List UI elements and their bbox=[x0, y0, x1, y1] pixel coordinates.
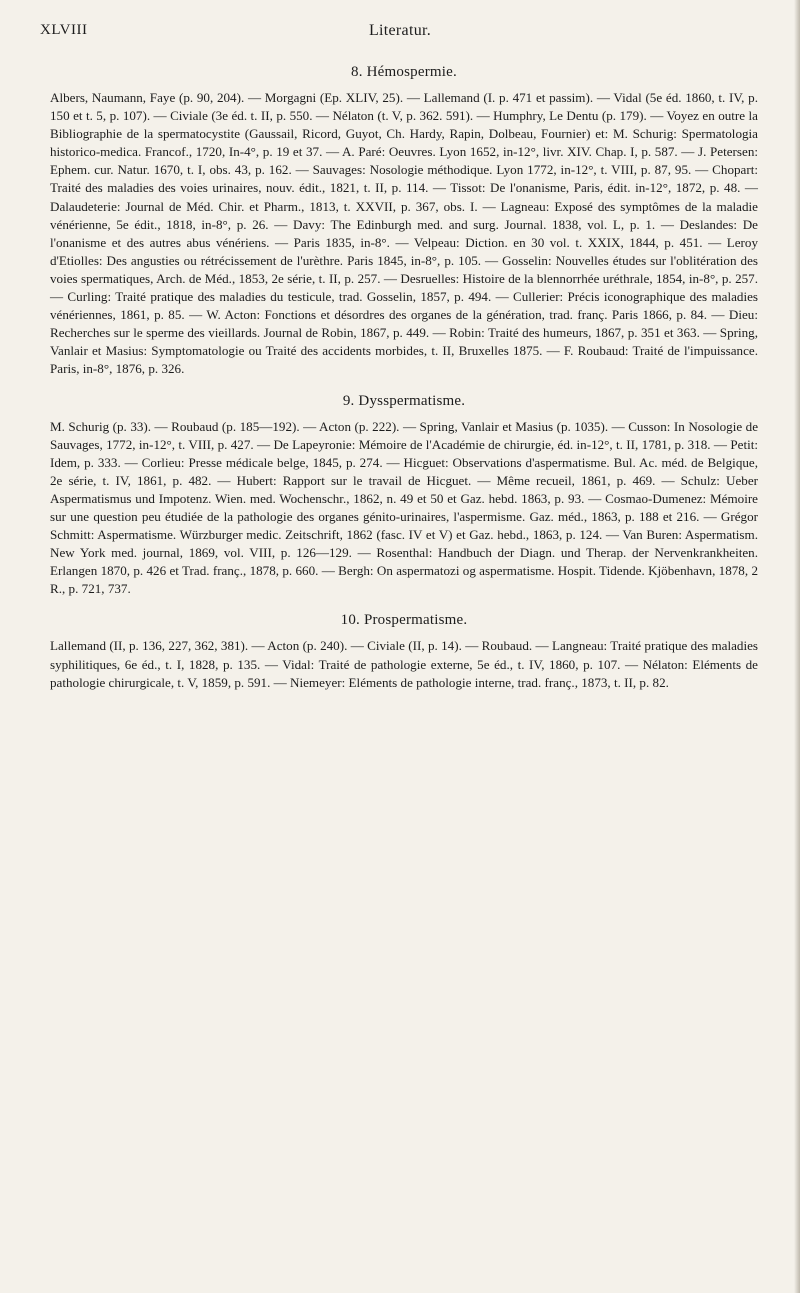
running-head bbox=[40, 22, 760, 46]
section-dysspermatisme bbox=[50, 393, 758, 599]
section-heading: 10. Prospermatisme. bbox=[340, 612, 468, 629]
section-text: Albers, Naumann, Faye (p. 90, 204). — Morgagni (Ep. XLIV, 25). — Lallemand (I. p. 471 et passim). — Vidal (5e éd. 1860, t. IV, p. 150 et t. 5, p. 107). — Civiale (3e éd. t. II, p. 550. — Nélaton (t. V, p. 362. 591). — Humphry, Le Dentu (p. 179). — Voyez en outre la Bibliographie de la spermatocystite (Gaussail, Ricord, Guyot, Ch. Hardy, Rapin, Dolbeau, Fournier) et: M. Schurig: Spermatologia historico-medica. Francof., 1720, In-4°, p. 19 et 37. — A. Paré: Oeuvres. Lyon 1652, in-12°, livr. XIV. Chap. I, p. 587. — J. Petersen: Ephem. cur. Natur. 1670, t. I, obs. 43, p. 162. — Sauvages: Nosologie méthodique. Lyon 1772, in-12°, t. VIII, p. 87, 95. — Chopart: Traité des maladies des voies urinaires, nouv. édit., 1821, t. II, p. 114. — Tissot: De l'onanisme, Paris, édit. in-12°, 1872, p. 48. — Dalaudeterie: Journal de Méd. Chir. et Pharm., 1813, t. XXVII, p. 367, obs. I. — Lagneau: Exposé des symptômes de la maladie vénérienne, 5e édit., 1818, in-8°, p. 26. — Davy: The Edinburgh med. and surg. Journal. 1838, vol. L, p. 1. — Deslandes: De l'onanisme et des autres abus vénériens. — Paris 1835, in-8°. — Velpeau: Diction. en 30 vol. t. XXIX, 1844, p. 451. — Leroy d'Etiolles: Des angusties ou rétrécissement de l'urèthre. Paris 1845, in-8°, p. 105. — Gosselin: Nouvelles études sur l'oblitération des voies spermatiques, Arch. de Méd., 1853, 2e série, t. II, p. 257. — Desruelles: Histoire de la blennorrhée uréthrale, 1854, in-8°, p. 257. — Curling: Traité pratique des maladies du testicule, trad. Gosselin, 1857, p. 494. — Cullerier: Précis iconographique des maladies vénériennes, 1861, p. 85. — W. Acton: Fonctions et désordres des organes de la génération, trad. franç. Paris 1866, p. 84. — Dieu: Recherches sur le sperme des vieillards. Journal de Robin, 1867, p. 449. — Robin: Traité des humeurs, 1867, p. 351 et 363. — Spring, Vanlair et Masius: Symptomatologie ou Traité des accidents morbides, t. II, Bruxelles 1875. — F. Roubaud: Traité de l'impuissance. Paris, in-8°, 1876, p. 326. bbox=[50, 90, 758, 377]
section-hemospermie bbox=[50, 64, 758, 379]
page-number: XLVIII bbox=[40, 22, 88, 38]
bibliography-content bbox=[50, 64, 758, 692]
section-text: M. Schurig (p. 33). — Roubaud (p. 185—192). — Acton (p. 222). — Spring, Vanlair et Masius (p. 1035). — Cusson: In Nosologie de Sauvages, 1772, in-12°, t. VIII, p. 427. — De Lapeyronie: Mémoire de l'Académie de chirurgie, éd. in-12°, t. II, 1781, p. 318. — Petit: Idem, p. 333. — Corlieu: Presse médicale belge, 1845, p. 274. — Hicguet: Observations d'aspermatisme. Bul. Ac. méd. de Belgique, 2e série, t. IV, 1861, p. 482. — Hubert: Rapport sur le travail de Hicguet. — Même recueil, 1861, p. 469. — Schulz: Ueber Aspermatismus und Impotenz. Wien. med. Wochenschr., 1862, n. 49 et 50 et Gaz. hebd. 1863, p. 93. — Cosmao-Dumenez: Mémoire sur une question peu étudiée de la pathologie des organes génito-urinaires, l'aspermisme. Gaz. méd., 1863, p. 188 et 216. — Grégor Schmitt: Aspermatisme. Würzburger medic. Zeitschrift, 1862 (fasc. IV et V) et Gaz. hebd., 1863, p. 124. — Van Buren: Aspermatism. New York med. journal, 1869, vol. VIII, p. 126—129. — Rosenthal: Handbuch der Diagn. und Therap. der Nervenkrankheiten. Erlangen 1870, p. 426 et Trad. franç., 1878, p. 660. — Bergh: On aspermatozi og aspermatisme. Hospit. Tidende. Kjöbenhavn, 1878, 2 R., p. 721, 737. bbox=[50, 418, 758, 597]
section-heading: 9. Dysspermatisme. bbox=[342, 392, 466, 409]
section-heading: 8. Hémospermie. bbox=[351, 64, 457, 80]
section-prospermatisme bbox=[50, 612, 758, 691]
section-text: Lallemand (II, p. 136, 227, 362, 381). — Acton (p. 240). — Civiale (II, p. 14). — Roubaud. — Langneau: Traité pratique des maladies syphilitiques, 6e éd., t. I, 1828, p. 135. — Vidal: Traité de pathologie externe, 5e éd., t. IV, 1860, p. 107. — Nélaton: Eléments de pathologie chirurgicale, t. V, 1859, p. 591. — Niemeyer: Eléments de pathologie interne, trad. franç., 1873, t. II, p. 82. bbox=[50, 638, 758, 690]
page-edge-shadow bbox=[794, 0, 800, 1293]
running-title: Literatur. bbox=[368, 22, 432, 39]
